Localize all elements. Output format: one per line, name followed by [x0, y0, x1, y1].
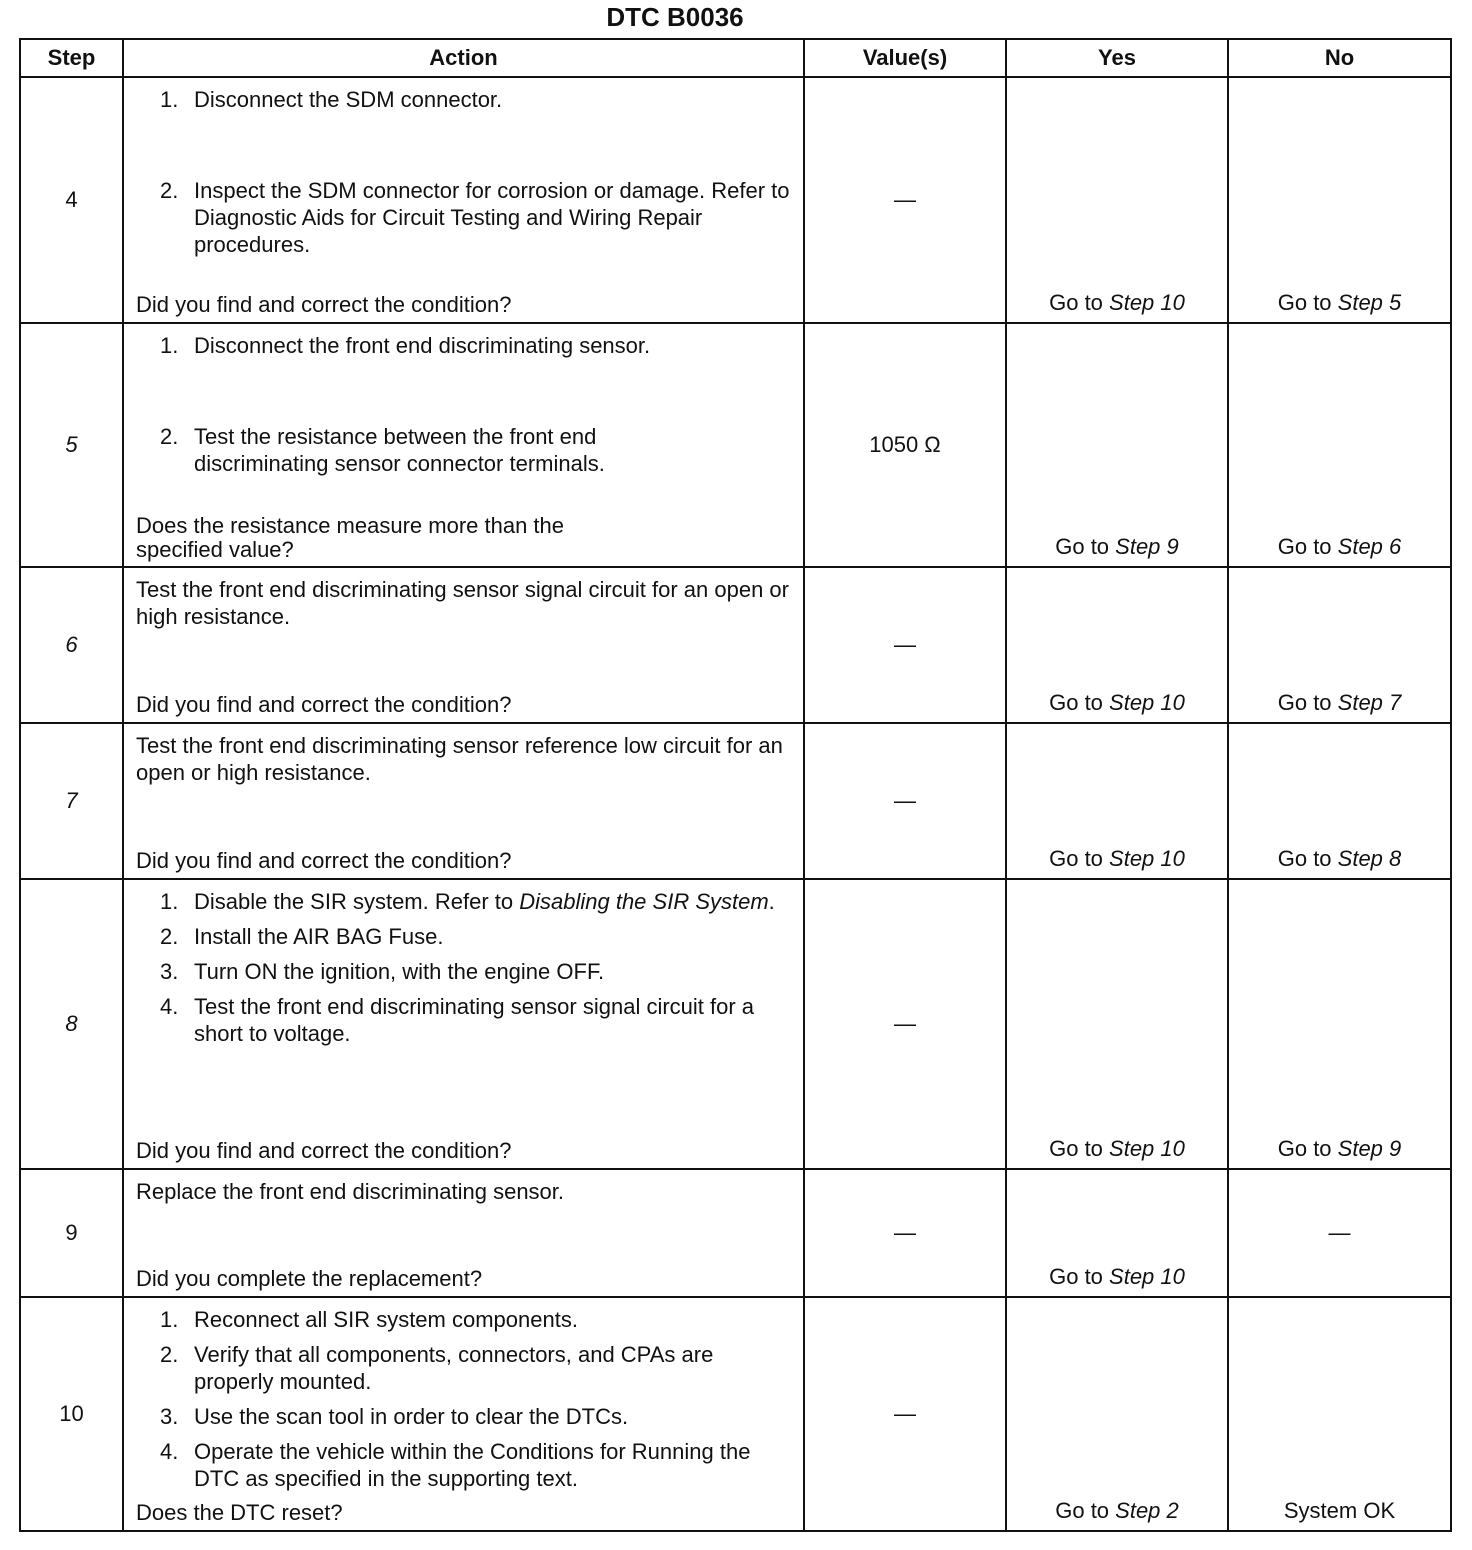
item-number: 1. [160, 87, 179, 112]
goto-prefix: Go to [1277, 690, 1338, 715]
goto-step-link: Step 10 [1109, 690, 1185, 715]
value-cell: — [804, 1169, 1006, 1297]
item-text: Use the scan tool in order to clear the DTCs. [194, 1404, 629, 1429]
action-item [160, 888, 791, 915]
item-reference: Disabling the SIR System [519, 889, 769, 914]
step-number: 9 [20, 1169, 123, 1297]
goto-step-link: Step 9 [1115, 534, 1179, 559]
goto-step-link: Step 7 [1337, 690, 1402, 715]
table-row [20, 1297, 1451, 1531]
table-row [20, 323, 1451, 567]
action-item [160, 1438, 791, 1492]
action-item [160, 177, 791, 258]
item-text: Install the AIR BAG Fuse. [194, 924, 444, 949]
item-number: 1. [160, 333, 179, 358]
no-cell [1228, 879, 1451, 1169]
action-item [160, 1341, 791, 1395]
value-cell: — [804, 723, 1006, 879]
item-number: 2. [160, 424, 179, 449]
action-text: Test the front end discriminating sensor signal circuit for an open or high resistance. [136, 577, 789, 629]
action-item [160, 923, 791, 950]
yes-cell [1006, 723, 1228, 879]
action-cell [123, 723, 804, 879]
item-text: Test the front end discriminating sensor signal circuit for a short to voltage. [194, 994, 755, 1046]
goto-step-link: Step 10 [1109, 290, 1185, 315]
item-text: Disable the SIR system. Refer to [194, 889, 520, 914]
goto-step-link: Step 5 [1337, 290, 1402, 315]
goto-prefix: Go to [1277, 534, 1338, 559]
page-title: DTC B0036 [606, 2, 744, 32]
step-number: 7 [20, 723, 123, 879]
item-text: Turn ON the ignition, with the engine OFF. [194, 959, 605, 984]
step-number: 10 [20, 1297, 123, 1531]
yes-cell [1006, 1297, 1228, 1531]
no-cell [1228, 323, 1451, 567]
item-number: 4. [160, 1439, 179, 1464]
item-text: Operate the vehicle within the Conditions for Running the DTC as specified in the supporting text. [194, 1439, 751, 1491]
action-item [160, 86, 791, 113]
no-cell [1228, 77, 1451, 323]
header-action: Action [123, 39, 804, 77]
step-number: 4 [20, 77, 123, 323]
yes-cell [1006, 567, 1228, 723]
goto-step-link: Step 10 [1109, 1136, 1185, 1161]
action-cell [123, 77, 804, 323]
step-number: 5 [20, 323, 123, 567]
yes-cell [1006, 879, 1228, 1169]
table-row [20, 723, 1451, 879]
action-text: Test the front end discriminating sensor reference low circuit for an open or high resistance. [136, 733, 783, 785]
value-cell: — [804, 567, 1006, 723]
goto-prefix: Go to [1055, 1498, 1116, 1523]
value-cell: — [804, 1297, 1006, 1531]
action-question: Did you find and correct the condition? [136, 292, 512, 317]
no-cell: — [1228, 1169, 1451, 1297]
no-cell [1228, 567, 1451, 723]
goto-prefix: Go to [1049, 290, 1110, 315]
step-number: 8 [20, 879, 123, 1169]
action-question: Did you find and correct the condition? [136, 692, 512, 717]
action-question: Did you complete the replacement? [136, 1266, 483, 1291]
action-item [160, 993, 791, 1047]
no-cell [1228, 723, 1451, 879]
yes-cell [1006, 77, 1228, 323]
yes-cell [1006, 323, 1228, 567]
value-cell: — [804, 77, 1006, 323]
header-values: Value(s) [804, 39, 1006, 77]
table-row [20, 77, 1451, 323]
item-number: 2. [160, 924, 179, 949]
item-number: 2. [160, 1342, 179, 1367]
goto-step-link: Step 6 [1337, 534, 1402, 559]
item-number: 1. [160, 1307, 179, 1332]
goto-step-link: Step 8 [1337, 846, 1402, 871]
goto-prefix: Go to [1049, 1136, 1110, 1161]
action-question: Does the resistance measure more than the specified value? [136, 513, 565, 562]
header-yes: Yes [1006, 39, 1228, 77]
item-text: Disconnect the front end discriminating sensor. [194, 333, 651, 358]
item-text: Disconnect the SDM connector. [194, 87, 503, 112]
item-number: 2. [160, 178, 179, 203]
goto-prefix: Go to [1049, 846, 1110, 871]
header-row [20, 39, 1451, 77]
item-number: 1. [160, 889, 179, 914]
action-item [160, 1403, 791, 1430]
item-text: Reconnect all SIR system components. [194, 1307, 578, 1332]
action-cell [123, 323, 804, 567]
table-row [20, 879, 1451, 1169]
action-item [160, 958, 791, 985]
goto-step-link: Step 2 [1115, 1498, 1179, 1523]
no-cell: System OK [1228, 1297, 1451, 1531]
item-text: Test the resistance between the front end discriminating sensor connector terminals. [194, 424, 605, 476]
action-item [160, 332, 791, 359]
action-question: Did you find and correct the condition? [136, 848, 512, 873]
action-question: Does the DTC reset? [136, 1500, 343, 1525]
item-number: 3. [160, 959, 179, 984]
table-row [20, 567, 1451, 723]
table-row [20, 1169, 1451, 1297]
item-number: 3. [160, 1404, 179, 1429]
header-no: No [1228, 39, 1451, 77]
goto-prefix: Go to [1277, 846, 1338, 871]
action-cell [123, 879, 804, 1169]
goto-prefix: Go to [1049, 690, 1110, 715]
yes-cell [1006, 1169, 1228, 1297]
value-cell: — [804, 879, 1006, 1169]
action-cell [123, 567, 804, 723]
action-text: Replace the front end discriminating sensor. [136, 1179, 565, 1204]
goto-prefix: Go to [1049, 1264, 1110, 1289]
goto-step-link: Step 9 [1337, 1136, 1402, 1161]
goto-step-link: Step 10 [1109, 1264, 1185, 1289]
action-item [160, 423, 791, 477]
goto-step-link: Step 10 [1109, 846, 1185, 871]
action-cell [123, 1169, 804, 1297]
value-cell: 1050 Ω [804, 323, 1006, 567]
action-item [160, 1306, 791, 1333]
header-step: Step [20, 39, 123, 77]
action-cell [123, 1297, 804, 1531]
item-tail: . [768, 889, 775, 914]
item-text: Inspect the SDM connector for corrosion or damage. Refer to Diagnostic Aids for Circuit Testing and Wiring Repair procedures. [194, 178, 790, 257]
item-number: 4. [160, 994, 179, 1019]
action-question: Did you find and correct the condition? [136, 1138, 512, 1163]
item-text: Verify that all components, connectors, and CPAs are properly mounted. [194, 1342, 714, 1394]
diagnostic-table [19, 38, 1452, 1532]
goto-prefix: Go to [1055, 534, 1116, 559]
goto-prefix: Go to [1277, 1136, 1338, 1161]
step-number: 6 [20, 567, 123, 723]
goto-prefix: Go to [1277, 290, 1338, 315]
